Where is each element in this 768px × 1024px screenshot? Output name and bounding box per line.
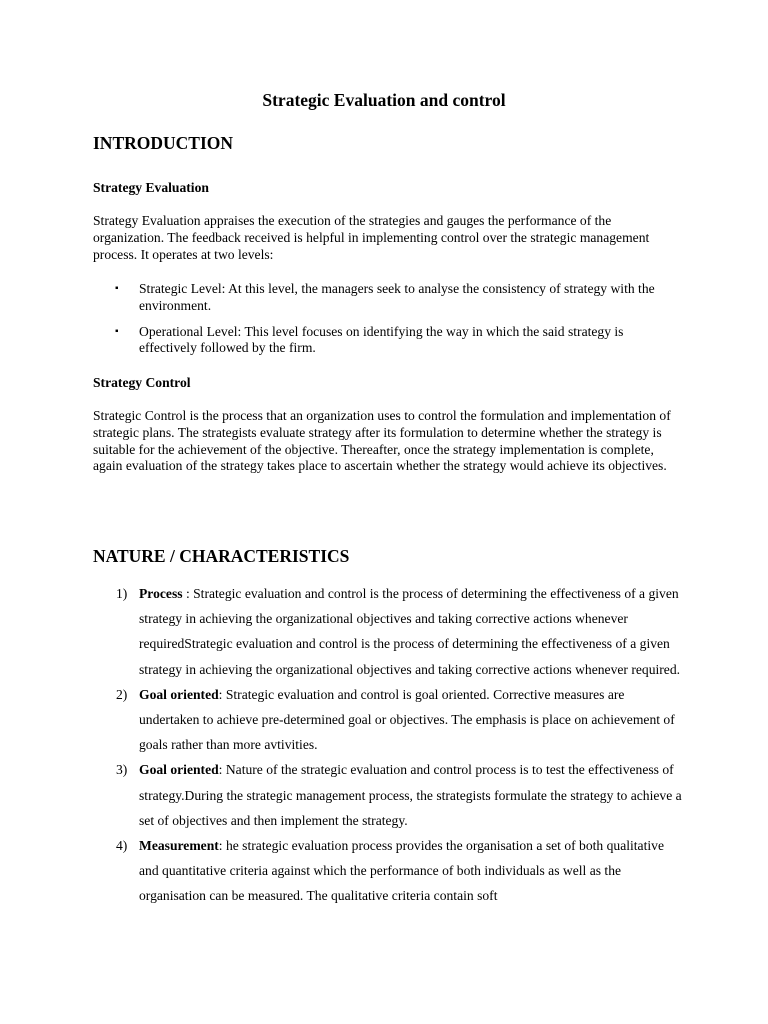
- item-text: : Strategic evaluation and control is goal oriented. Corrective measures are undertaken to achieve pre-determined goal or objectives. The emphasis is place on achievement of goals rather than more avtivities.: [139, 686, 675, 753]
- item-text: : Strategic evaluation and control is the process of determining the effectiveness of a given strategy in achieving the organizational objectives and taking corrective actions whenever requiredStrategic evaluation and control is the process of determining the effectiveness of a given strategy in achieving the organizational objectives and taking corrective actions whenever required.: [139, 586, 681, 677]
- list-item: [93, 757, 683, 833]
- list-item: [93, 324, 683, 358]
- item-text: : Nature of the strategic evaluation and control process is to test the effectiveness of strategy.During the strategic management process, the strategists formulate the strategy to achieve a set of objectives and then implement the strategy.: [139, 762, 682, 828]
- level-text: Operational Level: This level focuses on identifying the way in which the said strategy is effectively followed by the firm.: [139, 323, 624, 356]
- nature-heading: NATURE / CHARACTERISTICS: [93, 546, 350, 566]
- list-item: [93, 281, 683, 315]
- strategy-control-heading: Strategy Control: [93, 375, 191, 390]
- strategy-evaluation-paragraph: Strategy Evaluation appraises the execution of the strategies and gauges the performance of the organization. The feedback received is helpful in implementing control over the strategic management process. It operates at two levels:: [93, 213, 650, 262]
- item-text: : he strategic evaluation process provides the organisation a set of both qualitative and quantitative criteria against which the performance of both individuals as well as the organisation can be measured. The qualitative criteria contain soft: [139, 838, 664, 904]
- strategy-evaluation-heading: Strategy Evaluation: [93, 180, 209, 195]
- list-item: [93, 833, 683, 909]
- item-term: Goal oriented: [139, 686, 219, 702]
- evaluation-levels-list: [93, 281, 683, 366]
- strategy-control-paragraph: Strategic Control is the process that an organization uses to control the formulation and implementation of strategic plans. The strategists evaluate strategy after its formulation to determine whether the strategy is suitable for the achievement of the objective. Thereafter, once the strategy implementation is complete, again evaluation of the strategy takes place to ascertain whether the strategy would achieve its objectives.: [93, 408, 671, 474]
- level-text: Strategic Level: At this level, the managers seek to analyse the consistency of strategy with the environment.: [139, 281, 655, 313]
- document-title: Strategic Evaluation and control: [262, 90, 506, 110]
- item-term: Process: [139, 586, 183, 601]
- characteristics-list: [93, 581, 683, 909]
- list-item: [93, 682, 683, 758]
- item-number: 4): [116, 838, 128, 854]
- item-number: 1): [116, 586, 128, 601]
- introduction-heading: INTRODUCTION: [93, 133, 234, 153]
- list-item: [93, 581, 683, 682]
- bullet-icon: ▪: [115, 325, 119, 337]
- bullet-icon: ▪: [115, 283, 119, 294]
- item-number: 2): [116, 686, 128, 702]
- item-term: Goal oriented: [139, 762, 219, 778]
- item-number: 3): [116, 762, 128, 778]
- item-term: Measurement: [139, 838, 219, 854]
